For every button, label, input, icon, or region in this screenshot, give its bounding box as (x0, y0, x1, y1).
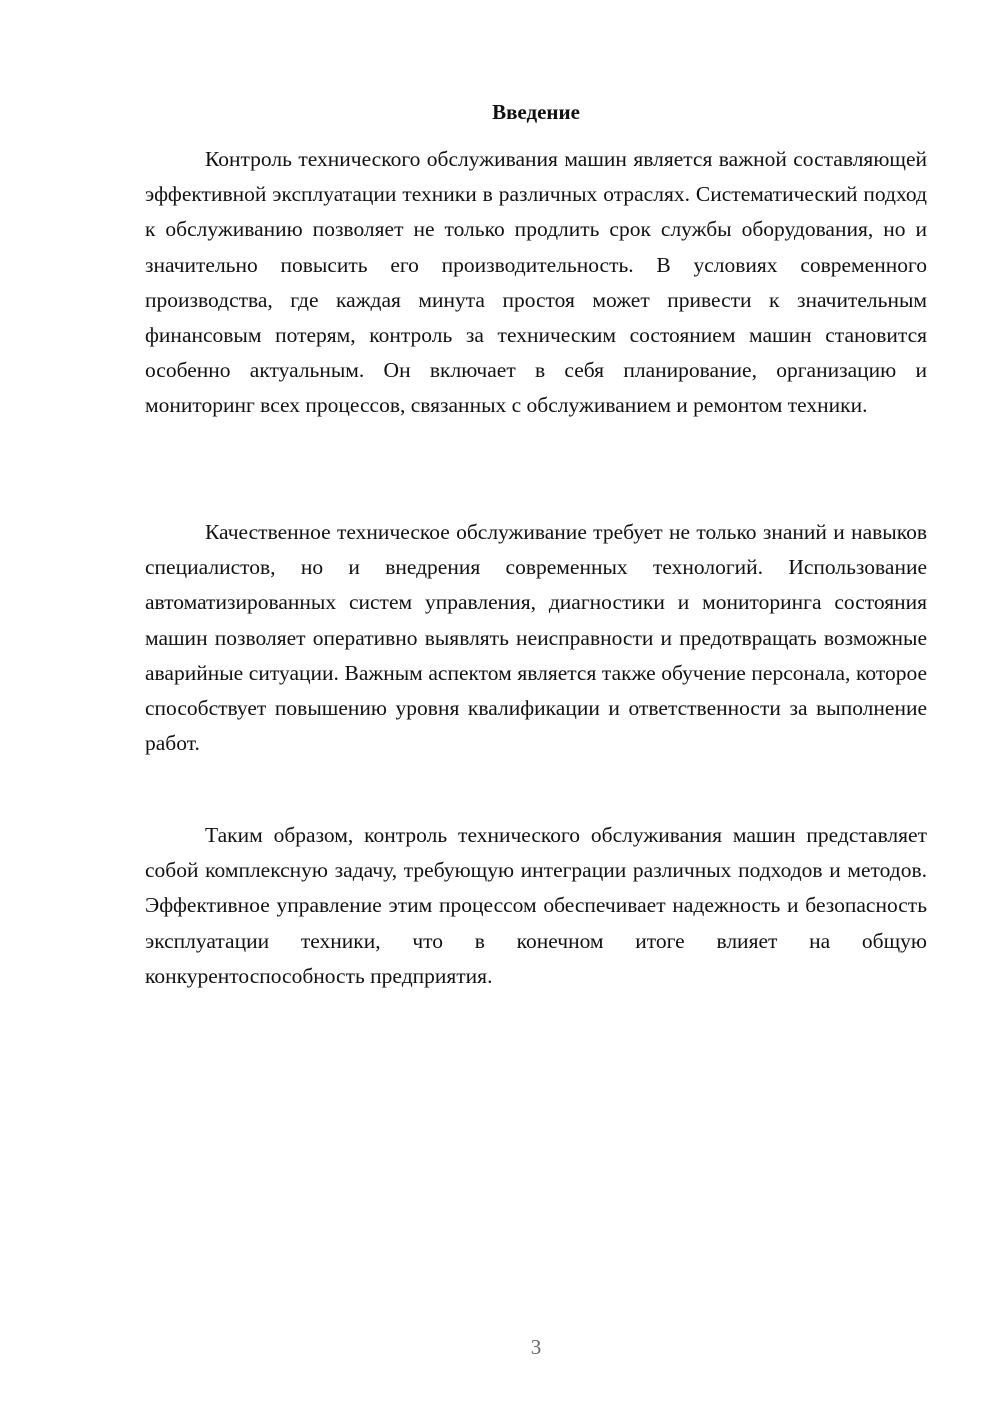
paragraph: Таким образом, контроль технического обслуживания машин представляет собой комплексную задачу, требующую интеграции различных подходов и методов. Эффективное управление этим процессом обеспечивает надежность и безопасность эксплуатации техники, что в конечном итоге влияет на общую конкурентоспособность предприятия. (145, 823, 927, 988)
paragraph: Контроль технического обслуживания машин является важной составляющей эффективной эксплуатации техники в различных отраслях. Систематический подход к обслуживанию позволяет не только продлить срок службы оборудования, но и значительно повысить его производительность. В условиях современного производства, где каждая минута простоя может привести к значительным финансовым потерям, контроль за техническим состоянием машин становится особенно актуальным. Он включает в себя планирование, организацию и мониторинг всех процессов, связанных с обслуживанием и ремонтом техники. (145, 147, 927, 418)
section-heading: Введение (492, 100, 580, 124)
paragraph: Качественное техническое обслуживание требует не только знаний и навыков специалистов, но и внедрения современных технологий. Использование автоматизированных систем управления, диагностики и мониторинга состояния машин позволяет оперативно выявлять неисправности и предотвращать возможные аварийные ситуации. Важным аспектом является также обучение персонала, которое способствует повышению уровня квалификации и ответственности за выполнение работ. (145, 520, 927, 756)
page-number: 3 (530, 1335, 542, 1359)
